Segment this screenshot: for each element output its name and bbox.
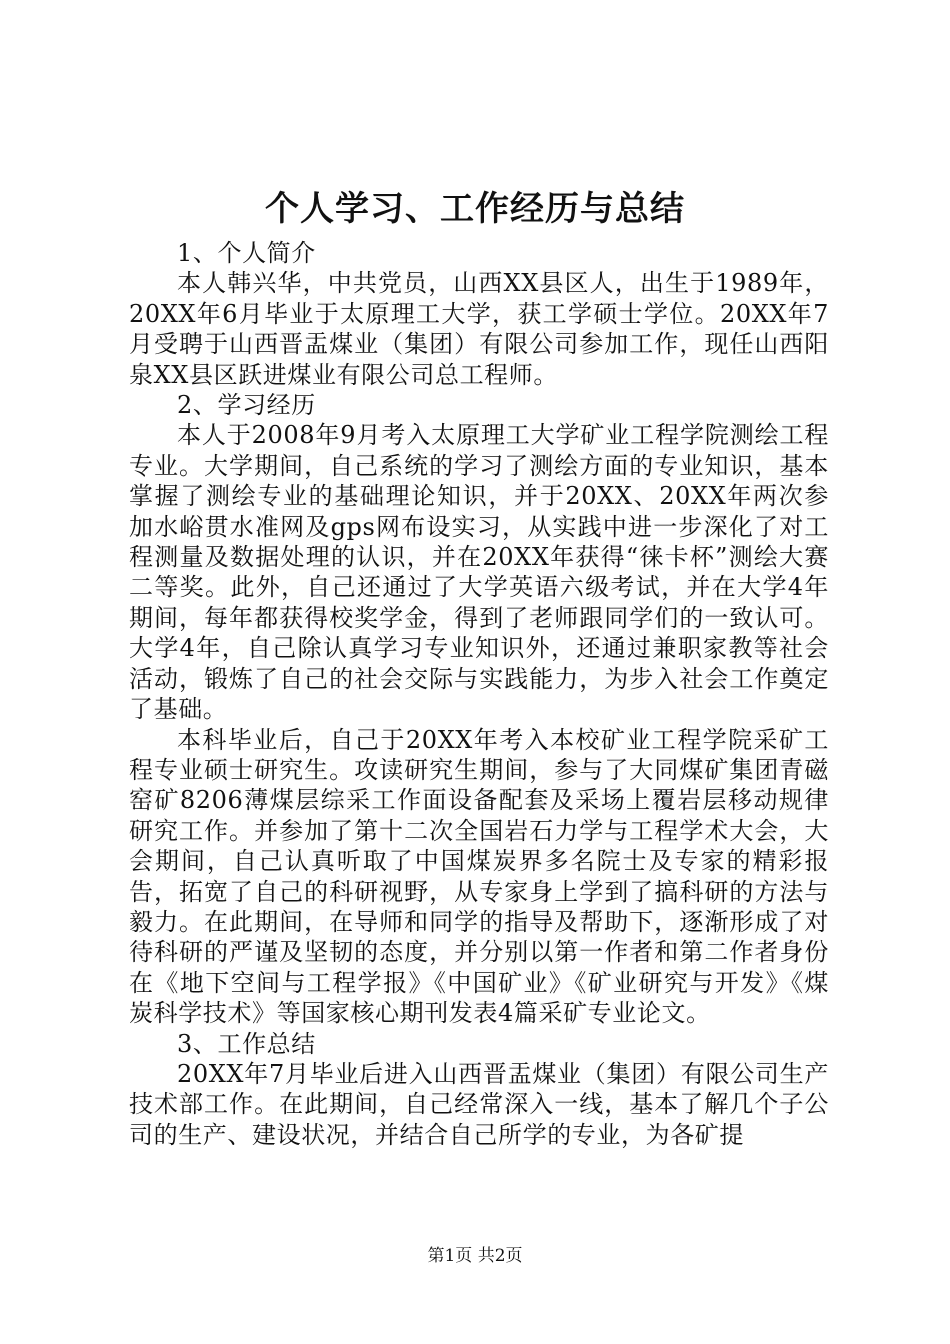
paragraph-graduate: 本科毕业后，自己于20XX年考入本校矿业工程学院采矿工程专业硕士研究生。攻读研究生期间，参与了大同煤矿集团青磁窑矿8206薄煤层综采工作面设备配套及采场上覆岩层移动规律研究工作。并参加了第十二次全国岩石力学与工程学术大会，大会期间，自己认真听取了中国煤炭界多名院士及专家的精彩报告，拓宽了自己的科研视野，从专家身上学到了搞科研的方法与毅力。在此期间，在导师和同学的指导及帮助下，逐渐形成了对待科研的严谨及坚韧的态度，并分别以第一作者和第二作者身份在《地下空间与工程学报》《中国矿业》《矿业研究与开发》《煤炭科学技术》等国家核心期刊发表4篇采矿专业论文。 bbox=[129, 725, 829, 1028]
paragraph-profile: 本人韩兴华，中共党员，山西XX县区人，出生于1989年，20XX年6月毕业于太原理工大学，获工学硕士学位。20XX年7月受聘于山西晋盂煤业（集团）有限公司参加工作，现任山西阳泉XX县区跃进煤业有限公司总工程师。 bbox=[129, 269, 829, 389]
document-body bbox=[129, 238, 829, 1150]
section-heading-profile: 1、个人简介 bbox=[177, 239, 316, 267]
paragraph-work: 20XX年7月毕业后进入山西晋盂煤业（集团）有限公司生产技术部工作。在此期间，自己经常深入一线，基本了解几个子公司的生产、建设状况，并结合自己所学的专业，为各矿提 bbox=[129, 1059, 829, 1149]
page-number-footer: 第1页 共2页 bbox=[427, 1246, 523, 1266]
paragraph-undergraduate: 本人于2008年9月考入太原理工大学矿业工程学院测绘工程专业。大学期间，自己系统的学习了测绘方面的专业知识，基本掌握了测绘专业的基础理论知识，并于20XX、20XX年两次参加水峪贯水准网及gps网布设实习，从实践中进一步深化了对工程测量及数据处理的认识，并在20XX年获得“徕卡杯”测绘大赛二等奖。此外，自己还通过了大学英语六级考试，并在大学4年期间，每年都获得校奖学金，得到了老师跟同学们的一致认可。大学4年，自己除认真学习专业知识外，还通过兼职家教等社会活动，锻炼了自己的社会交际与实践能力，为步入社会工作奠定了基础。 bbox=[129, 421, 829, 724]
section-heading-education: 2、学习经历 bbox=[177, 391, 316, 420]
section-heading-work: 3、工作总结 bbox=[177, 1029, 316, 1058]
document-title: 个人学习、工作经历与总结 bbox=[265, 189, 685, 229]
